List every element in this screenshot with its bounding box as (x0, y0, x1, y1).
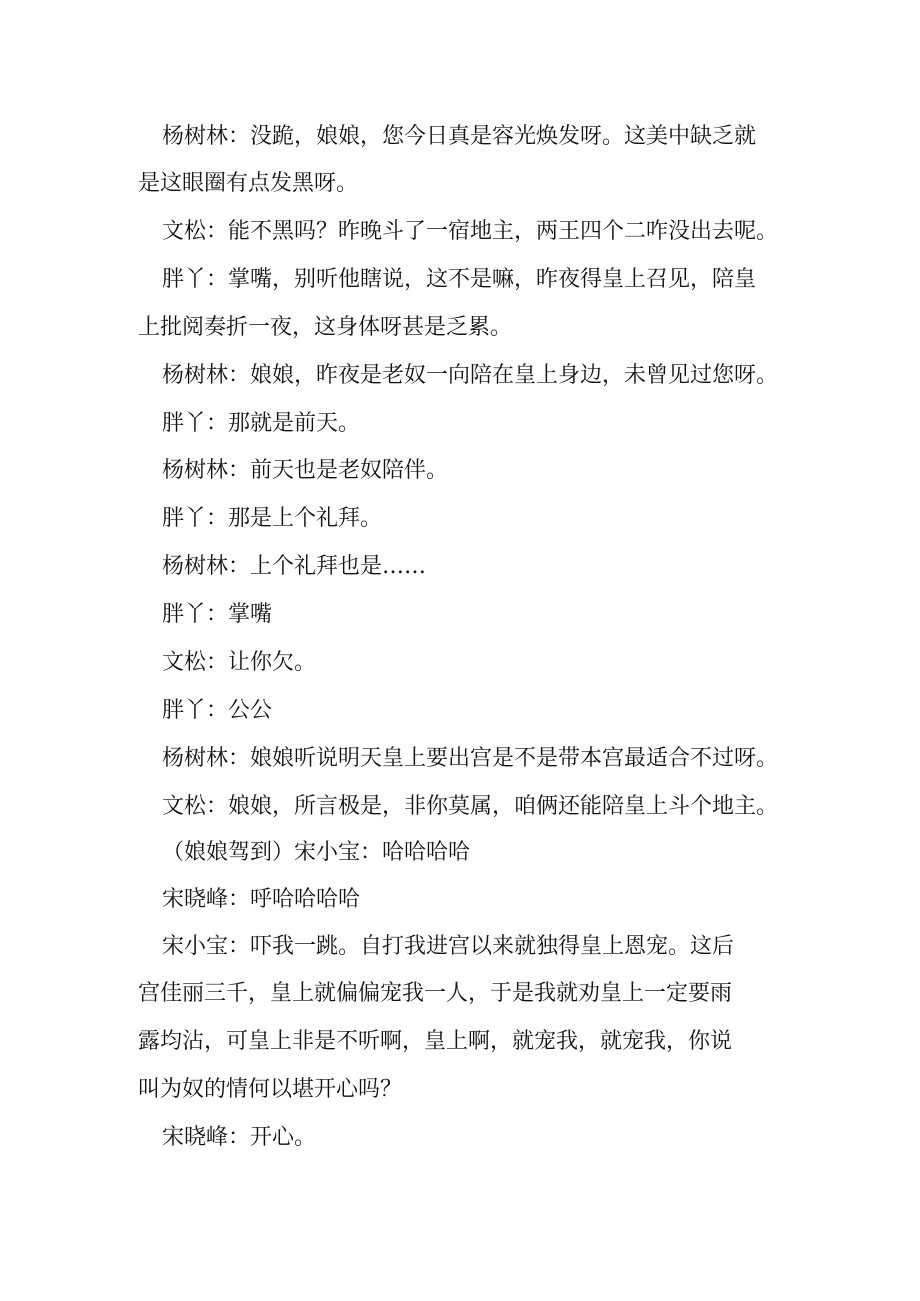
text-line: 胖丫：掌嘴，别听他瞎说，这不是嘛，昨夜得皇上召见，陪皇 (162, 267, 757, 292)
text-line: 杨树林：娘娘，昨夜是老奴一向陪在皇上身边，未曾见过您呀。 (162, 363, 779, 388)
text-line: 杨树林：没跪，娘娘，您今日真是容光焕发呀。这美中缺乏就 (162, 124, 757, 149)
text-line: 宋晓峰：呼哈哈哈哈 (162, 887, 361, 912)
text-line: 杨树林：上个礼拜也是…… (162, 554, 427, 579)
text-line: （娘娘驾到）宋小宝：哈哈哈哈 (162, 840, 471, 865)
text-line: 宫佳丽三千，皇上就偏偏宠我一人，于是我就劝皇上一定要雨 (138, 981, 733, 1006)
text-line: 文松：能不黑吗？昨晚斗了一宿地主，两王四个二咋没出去呢。 (162, 219, 779, 244)
text-line: 杨树林：前天也是老奴陪伴。 (162, 458, 449, 483)
text-line: 露均沾，可皇上非是不听啊，皇上啊，就宠我，就宠我，你说 (138, 1029, 733, 1054)
text-line: 宋晓峰：开心。 (162, 1125, 317, 1150)
text-line: 胖丫：公公 (162, 698, 273, 723)
text-line: 文松：让你欠。 (162, 650, 317, 675)
text-line: 杨树林：娘娘听说明天皇上要出宫是不是带本宫最适合不过呀。 (162, 746, 779, 771)
text-line: 胖丫：那就是前天。 (162, 411, 361, 436)
text-line: 胖丫：那是上个礼拜。 (162, 506, 383, 531)
text-line: 叫为奴的情何以堪开心吗？ (138, 1077, 403, 1102)
text-line: 宋小宝：吓我一跳。自打我进宫以来就独得皇上恩宠。这后 (162, 934, 735, 959)
text-line: 是这眼圈有点发黑呀。 (138, 171, 359, 196)
text-line: 上批阅奏折一夜，这身体呀甚是乏累。 (138, 315, 513, 340)
text-line: 胖丫：掌嘴 (162, 602, 273, 627)
text-line: 文松：娘娘，所言极是，非你莫属，咱俩还能陪皇上斗个地主。 (162, 794, 779, 819)
